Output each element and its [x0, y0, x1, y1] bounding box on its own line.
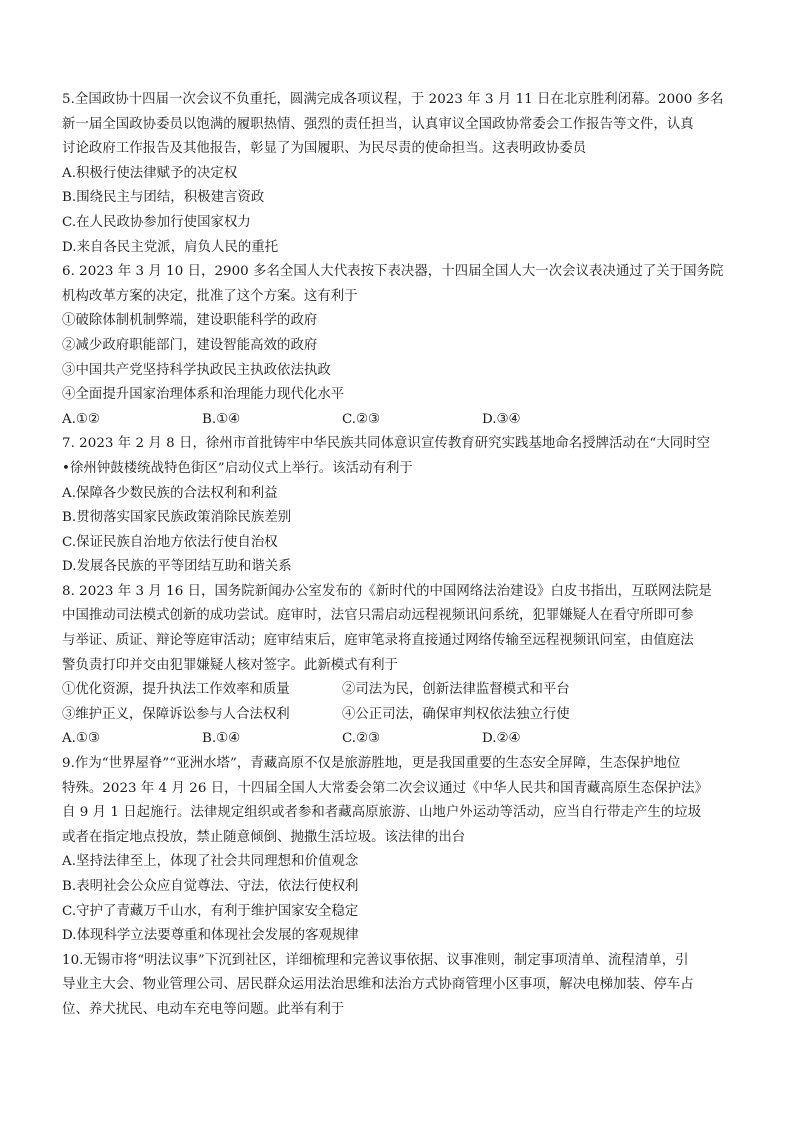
q5-stem-line: 新一届全国政协委员以饱满的履职热情、强烈的责任担当，认真审议全国政协常委会工作报告等文件，认真 — [62, 116, 694, 132]
q7-stem-line: 7. 2023 年 2 月 8 日，徐州市首批铸牢中华民族共同体意识宣传教育研究实践基地命名授牌活动在“大同时空 — [62, 436, 711, 452]
q9-option-c: C.守护了青藏万千山水，有利于维护国家安全稳定 — [62, 903, 359, 919]
q6-item-1: ①破除体制机制弊端，建设职能科学的政府 — [62, 313, 318, 329]
q8-stem-line: 与举证、质证、辩论等庭审活动；庭审结束后，庭审笔录将直接通过网络传输至远程视频讯问室，由值庭法 — [62, 633, 694, 649]
q6-choice-c: C.②③ — [342, 411, 381, 427]
question-7 — [62, 432, 738, 580]
q8-choice-b: B.①④ — [202, 731, 241, 747]
q9-stem-line: 或者在指定地点投放，禁止随意倾倒、抛撒生活垃圾。该法律的出台 — [62, 829, 466, 845]
q6-item-4: ④全面提升国家治理体系和治理能力现代化水平 — [62, 387, 345, 403]
q9-option-b: B.表明社会公众应自觉尊法、守法，依法行使权利 — [62, 879, 359, 894]
q8-item-1: ①优化资源，提升执法工作效率和质量 — [62, 682, 290, 698]
q9-option-d: D.体现科学立法要尊重和体现社会发展的客观规律 — [62, 928, 359, 944]
q9-option-a: A.坚持法律至上，体现了社会共同理想和价值观念 — [62, 854, 359, 870]
q8-item-3: ③维护正义，保障诉讼参与人合法权利 — [62, 706, 290, 722]
q7-option-a: A.保障各少数民族的合法权利和利益 — [62, 485, 278, 501]
q9-stem-line: 自 9 月 1 日起施行。法律规定组织或者参和者藏高原旅游、山地户外运动等活动，应当自行带走产生的垃圾 — [62, 805, 702, 821]
question-10 — [62, 949, 738, 1023]
q5-option-c: C.在人民政协参加行使国家权力 — [62, 214, 251, 230]
q6-choices — [62, 408, 738, 433]
q8-stem-line: 中国推动司法模式创新的成功尝试。庭审时，法官只需启动远程视频讯问系统，犯罪嫌疑人在看守所即可参 — [62, 608, 694, 624]
q6-choice-b: B.①④ — [202, 411, 241, 427]
q6-stem-line: 6. 2023 年 3 月 10 日，2900 多名全国人大代表按下表决器，十四届全国人大一次会议表决通过了关于国务院 — [62, 264, 724, 280]
question-9 — [62, 752, 738, 949]
q8-stem-line: 警负责打印并交由犯罪嫌疑人核对签字。此新模式有利于 — [62, 657, 399, 673]
q6-choice-d: D.③④ — [482, 411, 521, 427]
q6-choice-a: A.①② — [62, 411, 100, 427]
q5-option-a: A.积极行使法律赋予的决定权 — [62, 165, 238, 181]
q5-stem-line: 5.全国政协十四届一次会议不负重托，圆满完成各项议程，于 2023 年 3 月 11 日在北京胜利闭幕。2000 多名 — [62, 92, 724, 107]
q6-stem-line: 机构改革方案的决定，批准了这个方案。这有利于 — [62, 288, 358, 304]
q7-option-d: D.发展各民族的平等团结互助和谐关系 — [62, 559, 292, 575]
q9-stem-line: 9.作为“世界屋脊”“亚洲水塔”，青藏高原不仅是旅游胜地，更是我国重要的生态安全屏障，生态保护地位 — [62, 756, 681, 772]
q8-items-row-1 — [62, 678, 738, 703]
q6-item-3: ③中国共产党坚持科学执政民主执政依法执政 — [62, 362, 331, 378]
q7-option-c: C.保证民族自治地方依法行使自治权 — [62, 534, 278, 550]
q5-option-d: D.来自各民主党派，肩负人民的重托 — [62, 239, 279, 255]
q5-option-b: B.围绕民主与团结，积极建言资政 — [62, 190, 265, 206]
q8-item-2: ②司法为民，创新法律监督模式和平台 — [342, 682, 570, 698]
q9-stem-line: 特殊。2023 年 4 月 26 日，十四届全国人大常委会第二次会议通过《中华人民共和国青藏高原生态保护法》 — [62, 780, 709, 796]
q5-stem-line: 讨论政府工作报告及其他报告，彰显了为国履职、为民尽责的使命担当。这表明政协委员 — [62, 141, 587, 157]
q8-choice-c: C.②③ — [342, 731, 381, 747]
q7-option-b: B.贯彻落实国家民族政策消除民族差别 — [62, 510, 292, 526]
question-6 — [62, 260, 738, 432]
q8-items-row-2 — [62, 703, 738, 728]
q6-item-2: ②减少政府职能部门，建设智能高效的政府 — [62, 337, 318, 353]
q8-choice-a: A.①③ — [62, 731, 100, 747]
exam-page — [62, 88, 738, 1023]
q8-choice-d: D.②④ — [482, 731, 521, 747]
question-5 — [62, 88, 738, 260]
q8-choices — [62, 727, 738, 752]
q10-stem-line: 导业主大会、物业管理公司、居民群众运用法治思维和法治方式协商管理小区事项，解决电梯加装、停车占 — [62, 977, 694, 993]
question-8 — [62, 580, 738, 752]
q10-stem-line: 10.无锡市将“明法议事”下沉到社区，详细梳理和完善议事依据、议事准则，制定事项清单、流程清单，引 — [62, 952, 689, 968]
q8-item-4: ④公正司法，确保审判权依法独立行使 — [342, 706, 570, 722]
q7-stem-line: •徐州钟鼓楼统战特色街区”启动仪式上举行。该活动有利于 — [62, 460, 413, 476]
q8-stem-line: 8. 2023 年 3 月 16 日，国务院新闻办公室发布的《新时代的中国网络法治建设》白皮书指出，互联网法院是 — [62, 583, 712, 599]
q10-stem-line: 位、养犬扰民、电动车充电等问题。此举有利于 — [62, 1001, 345, 1017]
